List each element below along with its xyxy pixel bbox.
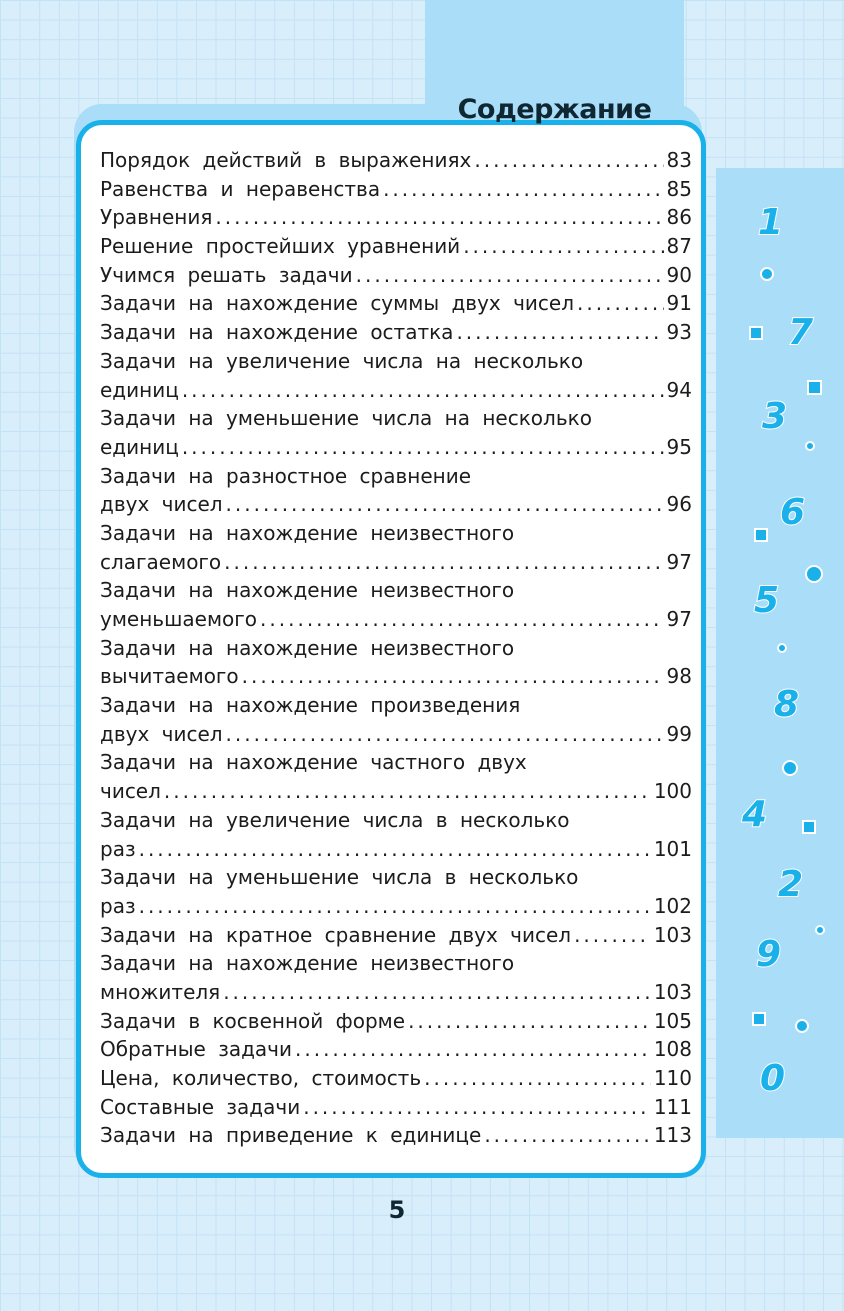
toc-entry-title: Задачи на нахождение суммы двух чисел	[100, 291, 575, 316]
toc-entry-title: вычитаемого	[100, 664, 239, 689]
toc-entry-title: Задачи на нахождение неизвестного	[100, 951, 515, 976]
toc-entry-title: Равенства и неравенства	[100, 176, 381, 201]
square-icon	[808, 381, 821, 394]
toc-entry-page: 100	[653, 779, 692, 804]
toc-entry-page: 93	[666, 320, 692, 345]
digit-3-icon: 3	[762, 396, 788, 437]
circle-icon	[761, 268, 773, 280]
toc-entry-title: множителя	[100, 979, 221, 1004]
toc-entry-page: 97	[666, 607, 692, 631]
toc-entry-page: 99	[666, 721, 692, 746]
toc-entry-title: раз	[100, 836, 136, 861]
toc-entry-title: Задачи на нахождение остатка	[100, 320, 454, 345]
toc-entry-title: Задачи на нахождение неизвестного	[100, 520, 515, 545]
digit-6-icon: 6	[780, 492, 806, 533]
digit-4-icon: 4	[742, 794, 768, 835]
toc-entry-title: единиц	[100, 377, 179, 402]
toc-entry-page: 96	[666, 492, 692, 517]
toc-entry-page: 97	[666, 549, 692, 574]
digit-9-icon: 9	[756, 934, 782, 975]
toc-entry-title: уменьшаемого	[100, 607, 258, 631]
circle-icon	[806, 442, 814, 450]
toc-entry-page: 101	[653, 836, 692, 861]
toc-entry-title: Задачи на увеличение числа на несколько	[100, 348, 584, 373]
toc-entry-title: раз	[100, 893, 136, 918]
toc-entry-title: двух чисел	[100, 721, 223, 746]
toc-entry-title: единиц	[100, 434, 179, 459]
toc-entry-page: 110	[653, 1066, 692, 1090]
circle-icon	[778, 644, 786, 652]
digit-7-icon: 7	[788, 312, 814, 353]
circle-icon	[816, 926, 824, 934]
toc-entry-page: 94	[666, 377, 692, 402]
page-number: 5	[388, 1196, 406, 1224]
toc-entry-page: 98	[666, 664, 692, 689]
toc-entry-title: Цена, количество, стоимость	[100, 1066, 422, 1090]
toc-entry-page: 83	[666, 148, 692, 172]
square-icon	[753, 1013, 765, 1025]
toc-entry-title: Задачи на приведение к единице	[100, 1123, 482, 1148]
toc-entry-title: Задачи на разностное сравнение	[100, 463, 472, 488]
toc-entry-page: 90	[666, 262, 692, 287]
circle-icon	[796, 1020, 808, 1032]
digit-5-icon: 5	[754, 580, 780, 621]
square-icon	[750, 327, 762, 339]
toc-entry-title: двух чисел	[100, 492, 223, 517]
digit-8-icon: 8	[774, 684, 800, 725]
toc-entry-page: 113	[653, 1123, 692, 1148]
toc-entry-page: 105	[653, 1008, 692, 1033]
toc-entry-title: Задачи на увеличение числа в несколько	[100, 807, 570, 832]
toc-entry-title: Уравнения	[100, 205, 213, 230]
digit-1-icon: 1	[758, 202, 784, 243]
toc-entry-page: 103	[653, 979, 692, 1004]
toc-entry-title: Задачи на кратное сравнение двух чисел	[100, 922, 572, 947]
toc-entry-page: 103	[653, 922, 692, 947]
toc-entry-page: 108	[653, 1037, 692, 1062]
toc-entry-title: Задачи на уменьшение числа в несколько	[100, 865, 579, 890]
page-title: Содержание	[457, 94, 652, 125]
toc-entry-page: 102	[653, 893, 692, 918]
toc-entry-page: 111	[653, 1094, 692, 1119]
toc-entry-title: Задачи на нахождение частного двух	[100, 750, 527, 775]
digit-0-icon: 0	[760, 1058, 786, 1099]
toc-entry-title: слагаемого	[100, 549, 222, 574]
toc-entry-page: 91	[666, 291, 692, 316]
toc-entry-title: Задачи на уменьшение числа на несколько	[100, 406, 592, 431]
toc-entry-title: Учимся решать задачи	[100, 262, 353, 287]
toc-entry-title: Решение простейших уравнений	[100, 234, 461, 259]
toc-entry-title: Задачи в косвенной форме	[100, 1008, 406, 1033]
toc-entry-title: Составные задачи	[100, 1094, 301, 1119]
toc-entry-title: чисел	[100, 779, 161, 804]
toc-entry-page: 86	[666, 205, 692, 230]
toc-entry-page: 85	[666, 176, 692, 201]
circle-icon	[806, 566, 822, 582]
toc-entry-title: Задачи на нахождение неизвестного	[100, 635, 515, 660]
digit-2-icon: 2	[778, 864, 804, 905]
toc-entry-title: Порядок действий в выражениях	[100, 148, 472, 172]
square-icon	[755, 529, 767, 541]
toc-entry-title: Обратные задачи	[100, 1037, 292, 1062]
toc-entry-page: 87	[666, 234, 692, 259]
toc-entry-title: Задачи на нахождение произведения	[100, 693, 521, 718]
circle-icon	[783, 761, 797, 775]
square-icon	[803, 821, 815, 833]
toc-entry-page: 95	[666, 434, 692, 459]
toc-entry-title: Задачи на нахождение неизвестного	[100, 578, 515, 603]
